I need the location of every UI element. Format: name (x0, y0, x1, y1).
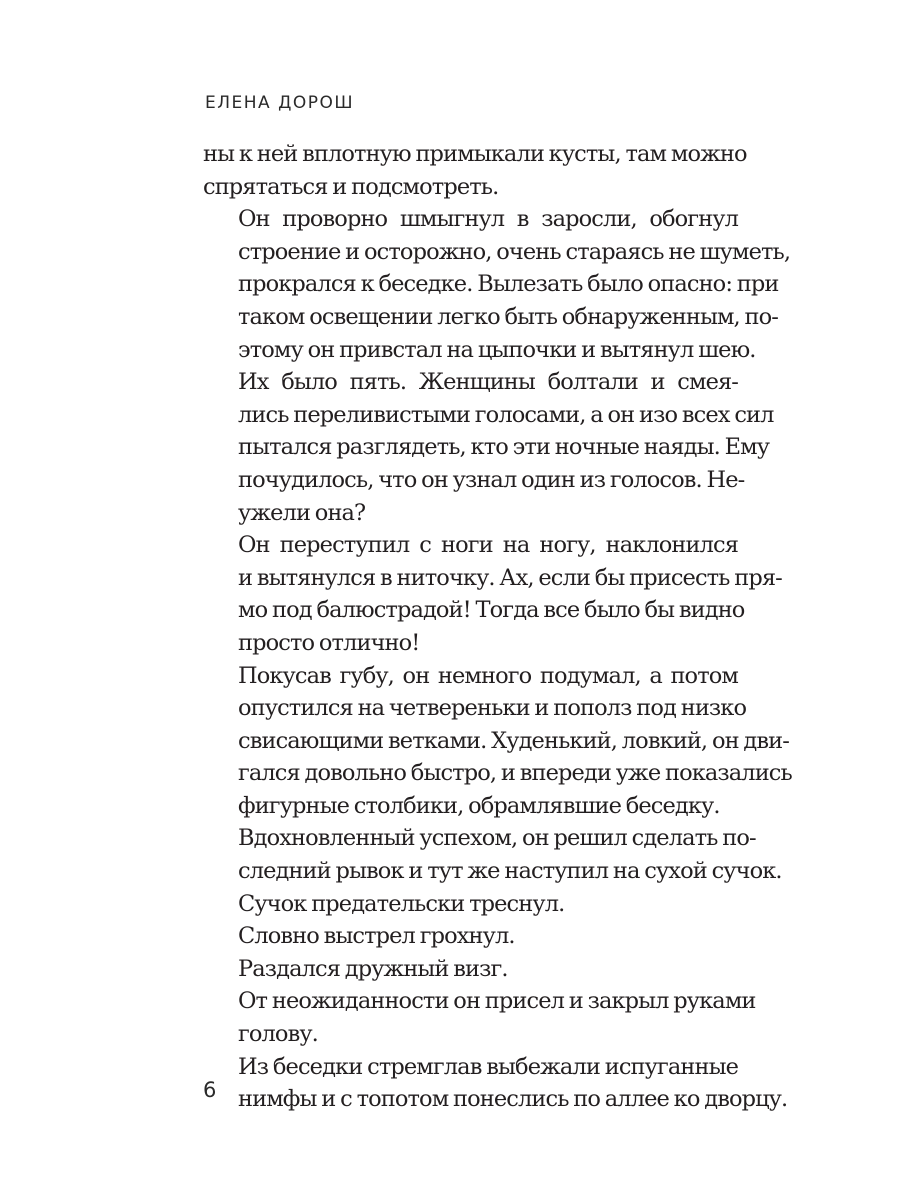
paragraph (203, 985, 756, 1050)
text-line: ужели она? (238, 499, 366, 526)
text-line: мо под балюстрадой! Тогда все было бы видно (238, 597, 745, 624)
text-line: спрятаться и подсмотреть. (203, 173, 499, 200)
text-line: нимфы и с топотом понеслись по аллее ко дворцу. (238, 1086, 788, 1113)
text-line: почудилось, что он узнал один из голосов. Не- (238, 466, 745, 493)
text-line: Он проворно шмыгнул в заросли, обогнул (238, 206, 738, 233)
paragraph (203, 529, 782, 659)
text-line: пытался разглядеть, кто эти ночные наяды. Ему (238, 434, 770, 461)
paragraph (203, 203, 791, 366)
paragraph (203, 953, 738, 986)
text-line: и вытянулся в ниточку. Ах, если бы присесть пря- (238, 564, 782, 591)
text-line: Из беседки стремглав выбежали испуганные (238, 1053, 738, 1080)
text-line: следний рывок и тут же наступил на сухой сучок. (238, 858, 782, 885)
text-line: гался довольно быстро, и впереди уже показались (238, 760, 792, 787)
text-line: Раздался дружный визг. (238, 955, 508, 982)
paragraph (203, 888, 738, 921)
text-line: таком освещении легко быть обнаруженным, по- (238, 303, 778, 330)
paragraph (203, 1051, 788, 1116)
text-line: Их было пять. Женщины болтали и смея- (238, 369, 738, 396)
paragraph (203, 920, 738, 953)
paragraph (203, 366, 774, 529)
text-line: лись переливистыми голосами, а он изо всех сил (238, 401, 774, 428)
text-line: фигурные столбики, обрамлявшие беседку. (238, 792, 720, 819)
text-line: Он переступил с ноги на ногу, наклонился (238, 532, 738, 559)
text-line: прокрался к беседке. Вылезать было опасно: при (238, 271, 779, 298)
text-line: этому он привстал на цыпочки и вытянул шею. (238, 336, 756, 363)
page-number: 6 (203, 1078, 217, 1102)
text-line: просто отлично! (238, 629, 420, 656)
text-line: Покусав губу, он немного подумал, а потом (238, 662, 738, 689)
text-line: Сучок предательски треснул. (238, 890, 565, 917)
text-line: строение и осторожно, очень стараясь не шуметь, (238, 238, 791, 265)
text-line: Словно выстрел грохнул. (238, 923, 515, 950)
text-line: От неожиданности он присел и закрыл руками (238, 988, 756, 1015)
text-line: опустился на четвереньки и пополз под низко (238, 695, 747, 722)
paragraph (203, 822, 782, 887)
running-head: ЕЛЕНА ДОРОШ (205, 93, 355, 113)
text-line: свисающими ветками. Худенький, ловкий, он дви- (238, 727, 789, 754)
paragraph (203, 138, 747, 203)
text-line: Вдохновленный успехом, он решил сделать по- (238, 825, 756, 852)
paragraph (203, 660, 792, 823)
body-text (203, 138, 792, 1116)
text-line: голову. (238, 1021, 318, 1048)
text-line: ны к ней вплотную примыкали кусты, там можно (203, 141, 747, 167)
